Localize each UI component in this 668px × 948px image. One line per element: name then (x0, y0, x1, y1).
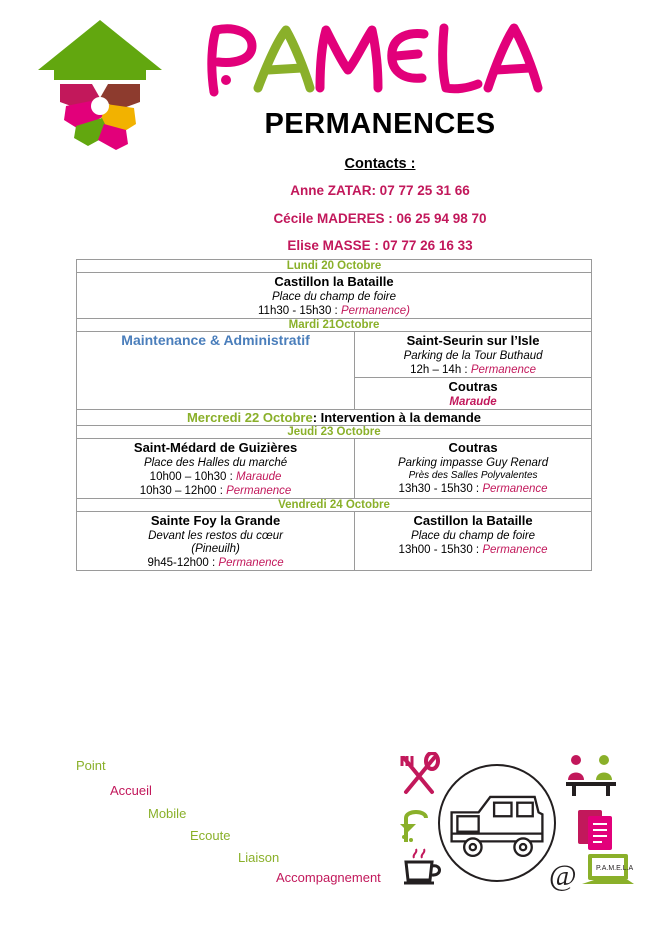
place-name: Saint-Seurin sur l’Isle (406, 333, 540, 348)
time-range: 9h45-12h00 : (147, 557, 219, 569)
table-row (77, 319, 592, 332)
time-range: 12h – 14h : (410, 364, 471, 376)
session-type: Permanence) (340, 305, 410, 317)
footer-icon-cluster (396, 752, 636, 897)
cell-thursday-saint-medard (77, 439, 355, 499)
acronym-word-ecoute: Ecoute (190, 828, 231, 843)
document-header (0, 0, 668, 258)
place-address: Place des Halles du marché (143, 457, 288, 469)
day-header-friday: Vendredi 24 Octobre (77, 499, 592, 512)
schedule-table (76, 259, 592, 571)
time-range: 13h30 - 15h30 : (398, 483, 483, 495)
cell-tuesday-maintenance: Maintenance & Administratif (77, 332, 355, 410)
page-title: PERMANENCES (264, 108, 496, 140)
cell-monday (77, 273, 592, 319)
acronym-word-accompagnement: Accompagnement (276, 870, 381, 885)
contacts-label: Contacts : (344, 156, 416, 172)
contact-line-1: Anne ZATAR: 07 77 25 31 66 (290, 183, 470, 198)
session-time-2 (77, 485, 354, 497)
table-row (77, 426, 592, 439)
cell-tuesday-coutras (355, 378, 592, 410)
session-type: Permanence (218, 557, 284, 569)
place-name: Coutras (448, 440, 498, 455)
session-time (355, 483, 591, 495)
acronym-words (76, 758, 406, 888)
day-header-tuesday: Mardi 21Octobre (77, 319, 592, 332)
table-row (77, 273, 592, 319)
time-range: 10h30 – 12h00 : (139, 485, 227, 497)
place-name: Castillon la Bataille (413, 513, 533, 528)
place-name: Sainte Foy la Grande (150, 513, 281, 528)
brand-wordmark (196, 18, 546, 98)
day-header-monday: Lundi 20 Octobre (77, 260, 592, 273)
documents-icon (576, 806, 616, 857)
acronym-word-liaison: Liaison (238, 850, 280, 865)
session-type: Permanence (470, 364, 537, 376)
time-range: 11h30 - 15h30 : (258, 305, 341, 317)
time-range: 10h00 – 10h30 : (149, 471, 237, 483)
session-type: Maraude (449, 396, 497, 408)
table-row (77, 439, 592, 499)
session-time (355, 364, 591, 376)
wednesday-note: : Intervention à la demande (312, 410, 482, 425)
session-type: Permanence (482, 544, 548, 556)
session-type: Permanence (482, 483, 548, 495)
table-row (77, 499, 592, 512)
session-time (355, 544, 591, 556)
acronym-word-point: Point (76, 758, 106, 773)
table-row (77, 512, 592, 571)
van-bubble (438, 764, 556, 882)
place-address: Devant les restos du cœur (148, 530, 283, 542)
place-address: Parking impasse Guy Renard (397, 457, 549, 469)
cutlery-icon (396, 752, 442, 803)
acronym-word-mobile: Mobile (148, 806, 187, 821)
place-name: Castillon la Bataille (274, 274, 394, 289)
day-header-wednesday: Mercredi 22 Octobre (186, 410, 313, 425)
cell-wednesday (77, 410, 592, 426)
meeting-people-icon (564, 752, 618, 803)
place-address: Place du champ de foire (271, 291, 397, 303)
svg-text:@: @ (549, 859, 577, 892)
shower-icon (398, 804, 438, 851)
place-address: Parking de la Tour Buthaud (403, 350, 543, 362)
session-time (77, 557, 354, 569)
cell-tuesday-saint-seurin (355, 332, 592, 378)
place-address-secondary: (Pineuilh) (191, 543, 240, 555)
session-time-1 (77, 471, 354, 483)
time-range: 13h00 - 15h30 : (398, 544, 483, 556)
place-address: Place du champ de foire (411, 530, 536, 542)
session-time (77, 305, 591, 317)
pamela-logo (30, 14, 170, 154)
place-name: Coutras (448, 379, 498, 394)
contact-line-2: Cécile MADERES : 06 25 94 98 70 (273, 211, 487, 226)
cell-friday-sainte-foy (77, 512, 355, 571)
table-row (77, 332, 592, 378)
table-row (77, 410, 592, 426)
at-symbol-icon (548, 858, 582, 897)
table-row (77, 260, 592, 273)
laptop-screen-label: P.A.M.E.L.A (596, 865, 634, 872)
cell-thursday-coutras (355, 439, 592, 499)
acronym-word-accueil: Accueil (110, 783, 152, 798)
day-header-thursday: Jeudi 23 Octobre (77, 426, 592, 439)
contact-line-3: Elise MASSE : 07 77 26 16 33 (287, 238, 473, 253)
session-type: Maraude (236, 471, 282, 483)
place-name: Saint-Médard de Guizières (133, 440, 298, 455)
cell-friday-castillon (355, 512, 592, 571)
place-address-secondary: Près des Salles Polyvalentes (408, 470, 538, 481)
session-type: Permanence (226, 485, 292, 497)
laptop-icon (580, 852, 636, 897)
